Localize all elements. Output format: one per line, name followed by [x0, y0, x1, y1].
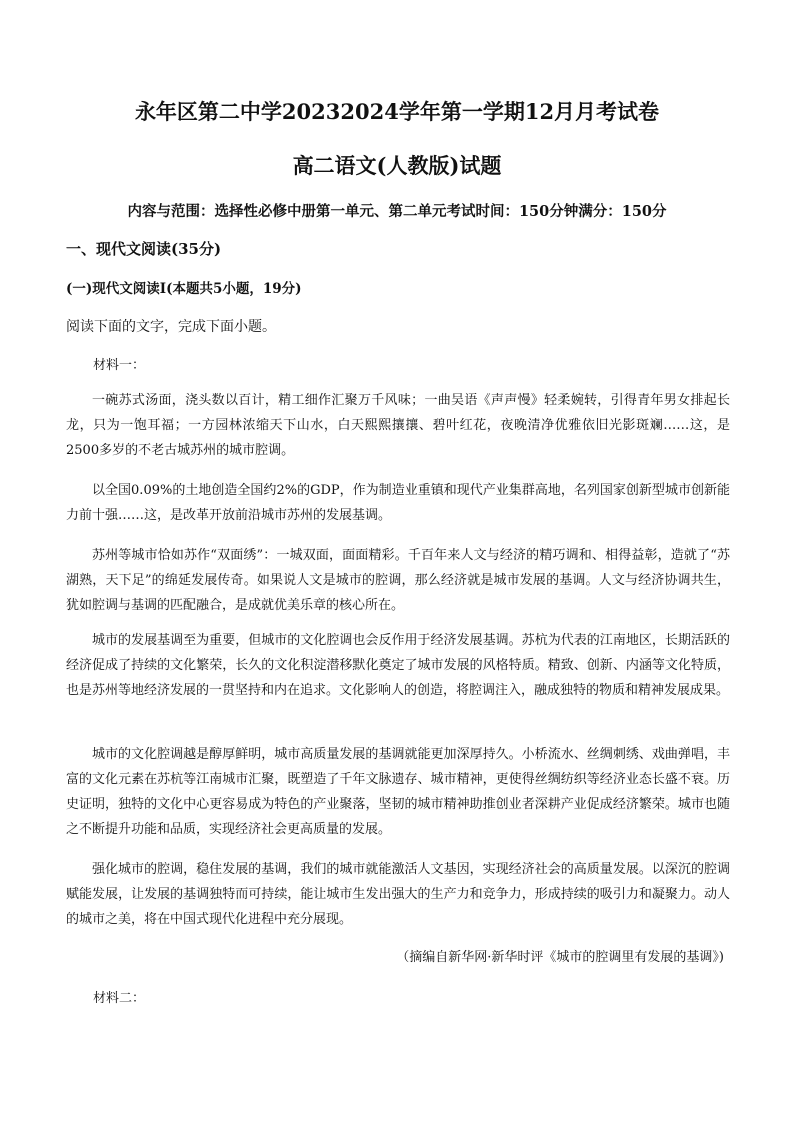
- material-one-paragraph: 城市的发展基调至为重要，但城市的文化腔调也会反作用于经济发展基调。苏杭为代表的江南地区，长期活跃的经济促成了持续的文化繁荣，长久的文化积淀潜移默化奠定了城市发展的风格特质。精致、创新、内涵等文化特质，也是苏州等地经济发展的一贯坚持和内在追求。文化影响人的创造，将腔调注入，融成独特的物质和精神发展成果。: [66, 633, 730, 698]
- material-one-paragraph: 强化城市的腔调，稳住发展的基调，我们的城市就能激活人文基因，实现经济社会的高质量发展。以深沉的腔调赋能发展，让发展的基调独特而可持续，能让城市生发出强大的生产力和竞争力，形成持续的吸引力和凝聚力。动人的城市之美，将在中国式现代化进程中充分展现。: [66, 862, 730, 927]
- material-one-paragraph: 城市的文化腔调越是醇厚鲜明，城市高质量发展的基调就能更加深厚持久。小桥流水、丝绸刺绣、戏曲弹唱，丰富的文化元素在苏杭等江南城市汇聚，既塑造了千年文脉遗存、城市精神，更使得丝绸纺织等经济业态长盛不衰。历史证明，独特的文化中心更容易成为特色的产业聚落，坚韧的城市精神助推创业者深耕产业促成经济繁荣。城市也随之不断提升功能和品质，实现经济社会更高质量的发展。: [66, 747, 730, 837]
- subsection-heading: (一)现代文阅读Ⅰ(本题共5小题，19分): [66, 281, 302, 297]
- reading-instruction: 阅读下面的文字，完成下面小题。: [66, 319, 276, 335]
- exam-title: 永年区第二中学20232024学年第一学期12月月考试卷: [134, 99, 660, 124]
- material-one-source: （摘编自新华网·新华时评《城市的腔调里有发展的基调》): [396, 950, 724, 965]
- exam-scope: 内容与范围：选择性必修中册第一单元、第二单元考试时间：150分钟满分：150分: [127, 203, 667, 220]
- material-one-label: 材料一：: [93, 358, 146, 373]
- material-two-label: 材料二：: [93, 991, 146, 1006]
- exam-subtitle: 高二语文(人教版)试题: [292, 153, 502, 178]
- material-one-paragraph: 一碗苏式汤面，浇头数以百计，精工细作汇聚万千风味；一曲吴语《声声慢》轻柔婉转，引得青年男女排起长龙，只为一饱耳福；一方园林浓缩天下山水，白天熙熙攘攘、碧叶红花，夜晚清净优雅依旧光影斑斓……这，是2500多岁的不老古城苏州的城市腔调。: [66, 393, 730, 458]
- section-heading: 一、现代文阅读(35分): [66, 240, 222, 258]
- material-one-paragraph: 苏州等城市恰如苏作“双面绣”：一城双面，面面精彩。千百年来人文与经济的精巧调和、相得益彰，造就了“苏湖熟，天下足”的绵延发展传奇。如果说人文是城市的腔调，那么经济就是城市发展的基调。人文与经济协调共生，犹如腔调与基调的匹配融合，是成就优美乐章的核心所在。: [66, 548, 730, 613]
- material-one-paragraph: 以全国0.09%的土地创造全国约2%的GDP，作为制造业重镇和现代产业集群高地，名列国家创新型城市创新能力前十强……这，是改革开放前沿城市苏州的发展基调。: [66, 483, 730, 523]
